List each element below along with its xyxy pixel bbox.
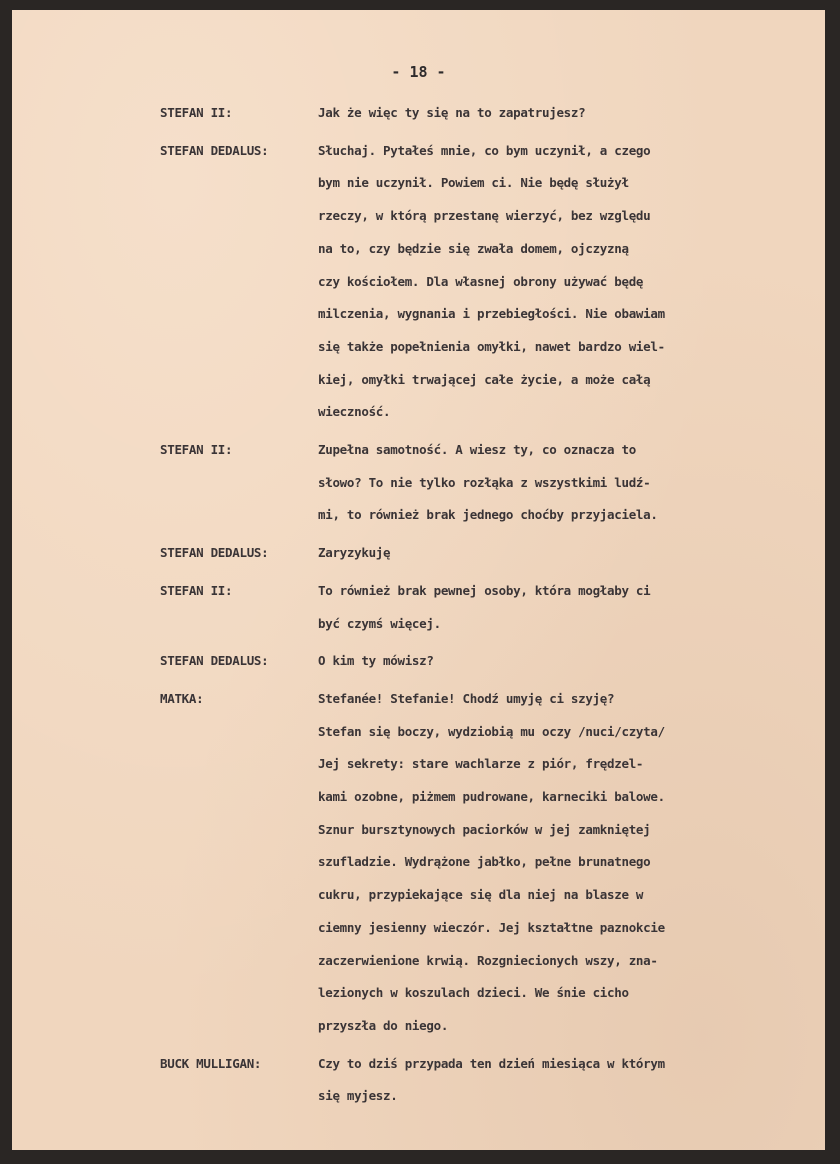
dialogue: [160, 97, 810, 1118]
document-page: [12, 10, 825, 1150]
dialogue-entry: [160, 434, 810, 532]
dialogue-entry: [160, 97, 810, 130]
dialogue-entry: [160, 537, 810, 570]
speech-line: Zupełna samotność. A wiesz ty, co oznacza to: [318, 442, 636, 458]
speech-line: Stefanée! Stefanie! Chodź umyję ci szyję?: [318, 690, 615, 706]
speech-line: wieczność.: [318, 404, 391, 420]
speech-text: [318, 683, 810, 1043]
speech-text: [318, 97, 810, 130]
speech-line: lezionych w koszulach dzieci. We śnie cicho: [318, 985, 629, 1001]
dialogue-entry: [160, 645, 810, 678]
speech-line: szufladzie. Wydrążone jabłko, pełne brunatnego: [318, 854, 651, 870]
speech-line: się także popełnienia omyłki, nawet bardzo wiel-: [318, 338, 665, 354]
speaker-name: BUCK MULLIGAN:: [160, 1055, 262, 1071]
dialogue-entry: [160, 683, 810, 1043]
speech-line: mi, to również brak jednego choćby przyjaciela.: [318, 507, 658, 523]
speech-line: być czymś więcej.: [318, 615, 441, 631]
speech-line: zaczerwienione krwią. Rozgniecionych wszy, zna-: [318, 952, 658, 968]
speech-line: na to, czy będzie się zwała domem, ojczyzną: [318, 240, 629, 256]
page-number: - 18 -: [391, 63, 446, 81]
speaker-name: STEFAN DEDALUS:: [160, 653, 269, 669]
speech-line: Sznur bursztynowych paciorków w jej zamkniętej: [318, 821, 651, 837]
speech-line: słowo? To nie tylko rozłąka z wszystkimi ludź-: [318, 474, 651, 490]
speech-text: [318, 537, 810, 570]
speech-line: rzeczy, w którą przestanę wierzyć, bez względu: [318, 208, 651, 224]
speech-line: Jak że więc ty się na to zapatrujesz?: [318, 105, 586, 120]
speech-line: kami ozobne, piżmem pudrowane, karneciki balowe.: [318, 789, 665, 805]
speaker-name: STEFAN DEDALUS:: [160, 545, 269, 561]
speech-line: To również brak pewnej osoby, która mogłaby ci: [318, 582, 651, 598]
speaker-name: STEFAN DEDALUS:: [160, 142, 269, 158]
speech-text: [318, 135, 810, 429]
dialogue-entry: [160, 1048, 810, 1113]
dialogue-entry: [160, 575, 810, 640]
speech-line: przyszła do niego.: [318, 1017, 449, 1033]
speaker-name: STEFAN II:: [160, 442, 233, 458]
speech-text: [318, 645, 810, 678]
speech-line: Słuchaj. Pytałeś mnie, co bym uczynił, a czego: [318, 142, 651, 158]
speech-line: cukru, przypiekające się dla niej na blasze w: [318, 887, 644, 903]
speech-text: [318, 434, 810, 532]
dialogue-entry: [160, 135, 810, 429]
speech-line: ciemny jesienny wieczór. Jej kształtne paznokcie: [318, 919, 665, 935]
speech-line: Stefan się boczy, wydziobią mu oczy /nuci/czyta/: [318, 723, 665, 739]
speech-line: Jej sekrety: stare wachlarze z piór, frędzel-: [318, 756, 644, 772]
speech-text: [318, 575, 810, 640]
speech-line: milczenia, wygnania i przebiegłości. Nie obawiam: [318, 306, 665, 322]
speaker-name: MATKA:: [160, 690, 204, 706]
speaker-name: STEFAN II:: [160, 582, 233, 598]
speaker-name: STEFAN II:: [160, 105, 233, 120]
speech-line: O kim ty mówisz?: [318, 653, 434, 669]
speech-line: Zaryzykuję: [318, 545, 391, 561]
speech-line: bym nie uczynił. Powiem ci. Nie będę służył: [318, 175, 629, 191]
speech-line: się myjesz.: [318, 1088, 398, 1104]
speech-line: czy kościołem. Dla własnej obrony używać będę: [318, 273, 644, 289]
speech-line: Czy to dziś przypada ten dzień miesiąca w którym: [318, 1055, 665, 1071]
speech-line: kiej, omyłki trwającej całe życie, a może całą: [318, 371, 651, 387]
speech-text: [318, 1048, 810, 1113]
